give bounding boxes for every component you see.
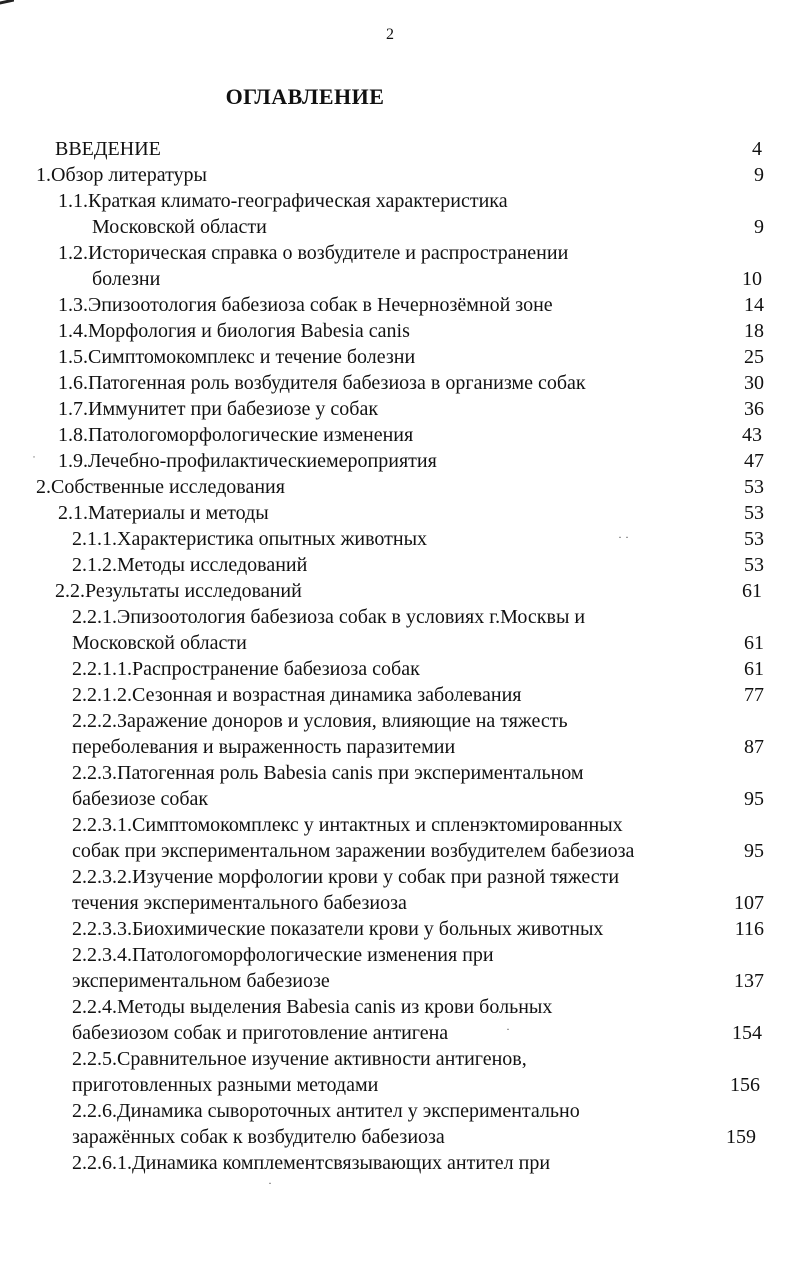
toc-entry-page: 53 xyxy=(744,476,764,498)
toc-entry-text[interactable]: 2.2.5.Сравнительное изучение активности антигенов, xyxy=(72,1048,527,1070)
toc-entry-page: 25 xyxy=(744,346,764,368)
toc-entry-text[interactable]: бабезиозом собак и приготовление антигена xyxy=(72,1022,449,1044)
toc-entry-page: 159 xyxy=(726,1126,756,1148)
toc-entry-page: 4 xyxy=(752,138,762,160)
scan-speck: · · xyxy=(618,530,629,544)
toc-entry-text[interactable]: собак при экспериментальном заражении возбудителем бабезиоза xyxy=(72,840,635,862)
toc-entry-text[interactable]: 2.2.3.3.Биохимические показатели крови у больных животных xyxy=(72,918,604,940)
toc-entry-text[interactable]: 2.2.2.Заражение доноров и условия, влияющие на тяжесть xyxy=(72,710,568,732)
toc-entry-text[interactable]: 2.Собственные исследования xyxy=(36,476,285,498)
toc-entry-text[interactable]: болезни xyxy=(92,268,161,290)
toc-entry-text[interactable]: 2.2.1.1.Распространение бабезиоза собак xyxy=(72,658,420,680)
toc-entry-text[interactable]: Московской области xyxy=(72,632,247,654)
toc-entry-page: 61 xyxy=(744,632,764,654)
toc-entry-text[interactable]: 2.2.3.1.Симптомокомплекс у интактных и спленэктомированных xyxy=(72,814,623,836)
toc-entry-text[interactable]: 2.2.1.Эпизоотология бабезиоза собак в условиях г.Москвы и xyxy=(72,606,586,628)
toc-entry-text[interactable]: 1.7.Иммунитет при бабезиозе у собак xyxy=(58,398,379,420)
toc-entry-text[interactable]: 2.1.Материалы и методы xyxy=(58,502,269,524)
toc-entry-text[interactable]: 2.2.Результаты исследований xyxy=(55,580,302,602)
toc-entry-page: 9 xyxy=(754,216,764,238)
toc-entry-page: 137 xyxy=(734,970,764,992)
toc-entry-page: 14 xyxy=(744,294,764,316)
toc-entry-text[interactable]: 2.2.6.1.Динамика комплементсвязывающих антител при xyxy=(72,1152,551,1174)
page-title: ОГЛАВЛЕНИЕ xyxy=(225,84,385,109)
toc-entry-page: 156 xyxy=(730,1074,760,1096)
toc-entry-text[interactable]: бабезиозе собак xyxy=(72,788,209,810)
toc-entry-text[interactable]: 1.1.Краткая климато-географическая характеристика xyxy=(58,190,508,212)
toc-entry-page: 61 xyxy=(742,580,762,602)
toc-entry-text[interactable]: 2.1.2.Методы исследований xyxy=(72,554,308,576)
toc-entry-page: 10 xyxy=(742,268,762,290)
toc-entry-text[interactable]: 1.9.Лечебно-профилактическиемероприятия xyxy=(58,450,437,472)
toc-entry-text[interactable]: 2.2.3.4.Патологоморфологические изменения при xyxy=(72,944,494,966)
toc-entry-text[interactable]: 1.6.Патогенная роль возбудителя бабезиоза в организме собак xyxy=(58,372,586,394)
toc-entry-text[interactable]: Московской области xyxy=(92,216,267,238)
toc-entry-text[interactable]: 2.2.6.Динамика сывороточных антител у экспериментально xyxy=(72,1100,580,1122)
toc-entry-page: 95 xyxy=(744,840,764,862)
toc-entry-page: 61 xyxy=(744,658,764,680)
toc-entry-page: 107 xyxy=(734,892,764,914)
page-number: 2 xyxy=(386,26,394,43)
toc-entry-page: 116 xyxy=(734,918,764,940)
toc-entry-text[interactable]: 2.2.3.2.Изучение морфологии крови у собак при разной тяжести xyxy=(72,866,620,888)
toc-entry-text[interactable]: 2.2.4.Методы выделения Babesia canis из крови больных xyxy=(72,996,553,1018)
toc-entry-page: 30 xyxy=(744,372,764,394)
toc-entry-text[interactable]: течения экспериментального бабезиоза xyxy=(72,892,407,914)
toc-entry-page: 36 xyxy=(744,398,764,420)
toc-entry-text[interactable]: ВВЕДЕНИЕ xyxy=(55,138,161,160)
scan-corner-mark xyxy=(0,0,14,8)
toc-entry-page: 18 xyxy=(744,320,764,342)
toc-entry-page: 9 xyxy=(754,164,764,186)
toc-entry-text[interactable]: 2.1.1.Характеристика опытных животных xyxy=(72,528,428,550)
toc-entry-page: 53 xyxy=(744,554,764,576)
toc-entry-page: 154 xyxy=(732,1022,762,1044)
toc-entry-page: 77 xyxy=(744,684,764,706)
toc-entry-page: 53 xyxy=(744,528,764,550)
toc-entry-page: 43 xyxy=(742,424,762,446)
toc-entry-text[interactable]: 2.2.1.2.Сезонная и возрастная динамика заболевания xyxy=(72,684,522,706)
toc-entry-text[interactable]: экспериментальном бабезиозе xyxy=(72,970,330,992)
toc-entry-page: 87 xyxy=(744,736,764,758)
toc-entry-text[interactable]: 1.4.Морфология и биология Babesia canis xyxy=(58,320,410,342)
toc-entry-text[interactable]: 1.Обзор литературы xyxy=(36,164,207,186)
toc-entry-text[interactable]: переболевания и выраженность паразитемии xyxy=(72,736,456,758)
toc-entry-text[interactable]: 1.3.Эпизоотология бабезиоза собак в Нечернозёмной зоне xyxy=(58,294,553,316)
toc-entry-text[interactable]: 1.2.Историческая справка о возбудителе и распространении xyxy=(58,242,569,264)
scan-speck: · xyxy=(268,1176,272,1190)
scan-speck: ˙ xyxy=(32,453,36,467)
toc-entry-text[interactable]: 1.8.Патологоморфологические изменения xyxy=(58,424,414,446)
toc-entry-page: 53 xyxy=(744,502,764,524)
toc-entry-text[interactable]: 1.5.Симптомокомплекс и течение болезни xyxy=(58,346,416,368)
toc-entry-text[interactable]: заражённых собак к возбудителю бабезиоза xyxy=(72,1126,445,1148)
toc-entry-page: 95 xyxy=(744,788,764,810)
toc-entry-page: 47 xyxy=(744,450,764,472)
toc-entry-text[interactable]: приготовленных разными методами xyxy=(72,1074,379,1096)
toc-entry-text[interactable]: 2.2.3.Патогенная роль Babesia canis при экспериментальном xyxy=(72,762,584,784)
scan-speck: · xyxy=(506,1022,510,1036)
